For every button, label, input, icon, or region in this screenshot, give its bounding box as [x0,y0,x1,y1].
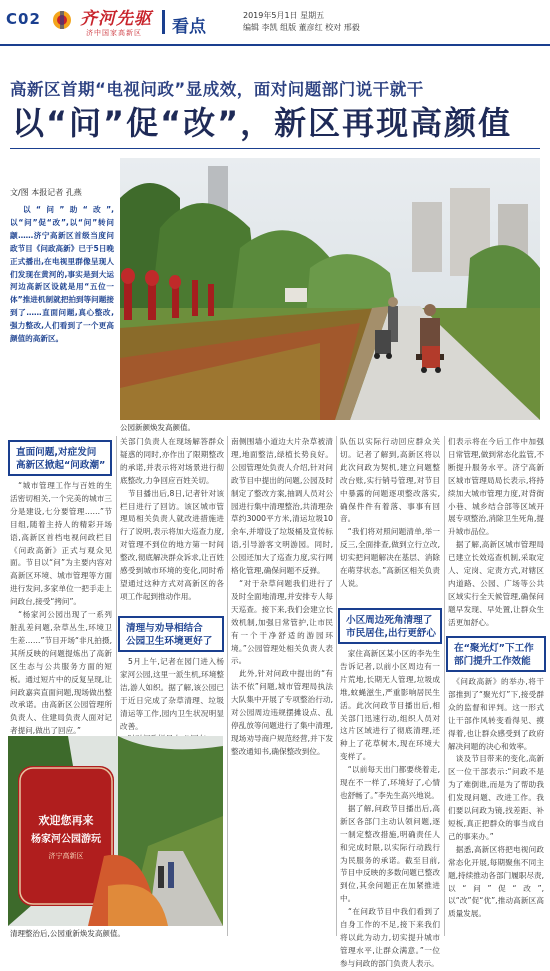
paper-logo-icon [52,10,72,30]
paper-subtitle: 济中国家高新区 [86,29,142,37]
main-photo [120,158,540,420]
column-5-text-top: 们表示将在今后工作中加强日常管理,做到常态化监管,不断提升服务水平。济宁高新区城市管理局局长表示,将持续加大城市管理力度,对背街小巷、城乡结合部等区域开展专项整治,消除卫生死角,提升城市品位。 据了解,高新区城市管理局已建立长效巡查机制,采取定人、定岗、定责方式,对辖区内道路、公园、广场等公共区域实行全天候管理,确保问题早发现、早处置,让群众生活更加舒心。 [448,437,544,627]
column-rule [444,436,445,936]
editor-credits: 编辑 李凯 组版 董彦红 校对 邢毅 [243,23,360,32]
column-rule [116,436,117,736]
section-divider [162,10,165,34]
section-name: 看点 [172,17,206,37]
headline-rule [10,148,540,149]
bottom-photo-caption: 清理整治后,公园重新焕发高颜值。 [10,929,125,938]
issue-date: 2019年5月1日 星期五 [243,11,325,20]
byline: 文/图 本报记者 孔燕 [10,188,82,197]
subheading-community-cleanup: 小区周边死角清理了 市民居住,出行更舒心 [338,608,442,644]
subheading-spotlight: 在“聚光灯”下工作 部门提升工作效能 [446,636,546,672]
masthead [0,0,550,46]
column-rule [227,436,228,936]
sign-subtitle: 济宁高新区 [48,852,84,860]
column-2-text-bottom: 5月上午,记者在园门进入杨家河公园,这里一派生机,环境整洁,游人如织。据了解,该公园已于近日完成了杂草清理、垃圾清运等工作,园内卫生状况明显改善。 [120,657,224,731]
column-rule [336,436,337,936]
column-5-text-bottom: 《问政高新》的举办,将干部推到了“聚光灯”下,接受群众的监督和评判。这一形式让干部作风转变看得见、摸得着,也让群众感受到了政府解决问题的决心和效率。 谈及节目带来的变化,高新区一位干部表示:“问政不是为了难倒谁,而是为了帮助我们发现问题、改进工作。我们要以问政为镜,找差距、补短板,真正把群众的事当成自己的事来办。” 据悉,高新区将把电视问政常态化开展,每期聚焦不同主题,持续推动各部门履职尽责,以“问”促“改”,以“改”促“优”,推动高新区高质量发展。 [448,677,544,919]
paper-name: 齐河先驱 [80,9,152,29]
column-2-text-top: 关部门负责人在现场解答群众疑惑的同时,亦作出了限期整改的承诺,并表示将对场景进行彻底整改,力争回应百姓关切。 节目播出后,8日,记者针对该栏目进行了回访。该区城市管理局相关负责人就改进措施进行了说明,表示将加大巡查力度,对管理不到位的地方第一时间整改,彻底解决群众诉求,让百姓感受到城市环境的变化,同时希望通过这种方式对高新区的各项工作起到推动作用。 [120,437,224,601]
page-number: C02 [6,10,41,28]
subheading-confront-problems: 直面问题,对症发问 高新区掀起“问政潮” [8,440,112,476]
lead-paragraph: 以“问”助“改”,以“问”促“改”,以“问”转问颛……济宁高新区首级当度问政节目《问政高新》已于5日晚正式播出,在电视里群像呈现人们发现在黄河的,事实是到大运河边高新区设就是用“五位一体”推进机制就把拍到等问题接到了……直面问题,真心整改,强力整改,人们看到了一个更高颜值的高新区。 [10,205,115,344]
column-1-text: “城市管理工作与百姓的生活密切相关,一个完美的城市三分是建设,七分要管理……”节目组,随着主持人的精彩开场语,高新区首档电视问政栏目《问政高新》正式与观众见面。节目以“问”为主要内容对高新区环境、城市管理等方面进行发问,多家单位一把手走上问政台,接受“拷问”。 “杨家河公园出现了一系列脏乱差问题,杂草丛生,环境卫生差……”节目开场“非凡拍摄,其所反映的问题提炼出了高新区生态与公共服务方面的短板。通过短片中的反复呈现,让问政嘉宾直面问题,现场做出整改承诺。由高新区公园管理所负责人、住建局负责人面对记者提问,做出了回应。” [10,481,112,736]
sign-line-2: 杨家河公园游玩 [31,834,101,845]
column-4-text-bottom: 家住高新区某小区的李先生告诉记者,以前小区周边有一片荒地,长期无人管理,垃圾成堆,蚊蝇滋生,严重影响居民生活。此次问政节目播出后,相关部门迅速行动,组织人员对这片区域进行了彻底清理,还种上了花草树木,现在环境大变样了。 “以前每天出门都要绕着走,现在不一样了,环境好了,心情也舒畅了。”李先生高兴地说。 据了解,问政节目播出后,高新区各部门主动认领问题,逐一制定整改措施,明确责任人和完成时限,以实际行动践行为民服务的承诺。截至目前,节目中反映的多数问题已整改到位,其余问题正在加紧推进中。 “在问政节目中我们看到了自身工作的不足,接下来我们将以此为动力,切实提升城市管理水平,让群众满意。”一位参与问政的部门负责人表示。 [340,649,440,968]
headline-main: 以“问”促“改”，新区再现高颜值 [12,104,513,142]
column-4-text-top: 队伍以实际行动回应群众关切。记者了解到,高新区将以此次问政为契机,建立问题整改台账,实行销号管理,对节目中暴露的问题逐项整改落实,确保件件有着落、事事有回音。 “我们将对照问题清单,举一反三,全面排查,做到立行立改,切实把问题解决在基层、消除在萌芽状态。”高新区相关负责人说。 [340,437,440,588]
subheading-park-cleanup: 清理与劝导相结合 公园卫生环境更好了 [118,616,224,652]
sign-line-1: 欢迎您再来 [38,814,94,827]
column-3-text: 南侧围墙小道边大片杂草被清理,地面整洁,绿植长势良好。公园管理处负责人介绍,针对问政节目中提出的问题,公园及时制定了整改方案,抽调人员对公园进行集中清理整治,共清理杂草约3000平方米,清运垃圾10余车,并增设了垃圾桶及宣传标语,引导游客文明游园。同时,公园还加大了巡查力度,实行网格化管理,确保问题不反弹。 “对于杂草问题我们进行了及时全面地清理,并安排专人每天巡查。接下来,我们会建立长效机制,加强日常管护,让市民有一个干净舒适的游园环境。”公园管理处相关负责人表示。 此外,针对问政中提出的“有法不依”问题,城市管理局执法大队集中开展了专项整治行动,对公园周边违规摆摊设点、乱停乱放等问题进行了集中清理,现场劝导商户规范经营,并下发整改通知书,确保整改到位。 [231,437,333,756]
main-photo-caption: 公园新颜焕发高颜值。 [120,423,195,432]
masthead-rule [0,44,550,46]
bottom-photo [8,736,223,926]
headline-kicker: 高新区首期“电视问政”显成效，面对问题部门说干就干 [10,80,424,99]
